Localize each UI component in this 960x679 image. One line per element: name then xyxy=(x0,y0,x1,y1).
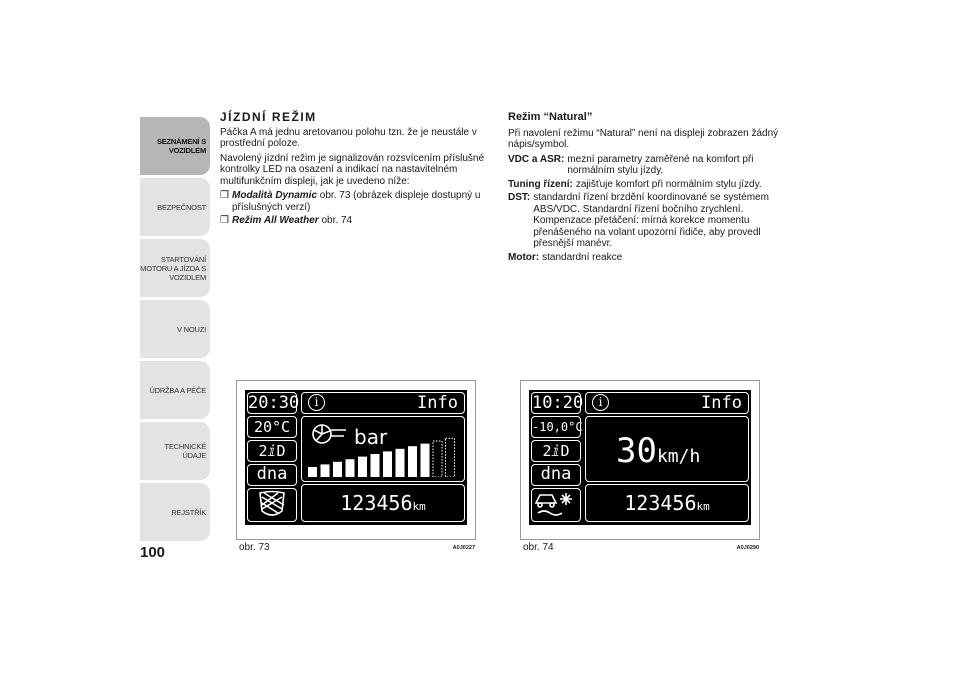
info-header xyxy=(301,392,465,414)
dna-label: dna xyxy=(247,464,297,486)
info-icon: i xyxy=(308,394,325,411)
info-label: Info xyxy=(417,393,458,413)
mode-name: Modalità Dynamic xyxy=(232,190,318,201)
sidebar-item-v-nouzi[interactable]: V NOUZI xyxy=(140,300,210,358)
headlight-indicator: 2ⅈD xyxy=(247,440,297,462)
clock-display: 10:20 xyxy=(532,393,584,413)
left-column xyxy=(220,112,490,229)
boost-bar xyxy=(333,462,342,477)
definition-text: zajišťuje komfort při normálním stylu jízdy. xyxy=(575,178,762,190)
odometer-value: 123456 xyxy=(340,491,413,515)
boost-bar xyxy=(383,451,392,477)
figure-73 xyxy=(236,380,476,553)
chapter-sidebar xyxy=(140,117,210,545)
temperature-display: -10,0°C xyxy=(531,416,581,438)
list-item xyxy=(220,215,490,227)
boost-bar xyxy=(396,449,405,477)
odometer-value: 123456 xyxy=(624,491,697,515)
sidebar-item-udrzba[interactable]: ÚDRŽBA A PÉČE xyxy=(140,361,210,419)
bar-unit-label: bar xyxy=(354,425,388,449)
sidebar-item-startovani[interactable]: STARTOVÁNÍ MOTORU A JÍZDA S VOZIDLEM xyxy=(140,239,210,297)
temperature-display: 20°C xyxy=(247,416,297,438)
right-column xyxy=(508,112,788,265)
speed-unit: km/h xyxy=(656,446,701,467)
speed-readout xyxy=(616,431,700,471)
odometer-unit: km xyxy=(696,500,710,513)
boost-bar xyxy=(408,446,417,477)
odometer-unit: km xyxy=(412,500,426,513)
boost-bar xyxy=(346,459,355,477)
figure-caption: obr. 74 xyxy=(523,542,554,553)
boost-bar xyxy=(421,444,430,477)
all-weather-mode-icon xyxy=(531,488,581,522)
mode-name: Režim All Weather xyxy=(232,215,319,226)
paragraph: Páčka A má jednu aretovanou polohu tzn. že je neustále v prostřední poloze. xyxy=(220,126,477,149)
info-header xyxy=(585,392,749,414)
list-item xyxy=(220,190,490,213)
figure-74 xyxy=(520,380,760,553)
definition-item xyxy=(508,179,788,191)
boost-bar xyxy=(321,464,330,477)
boost-bar xyxy=(308,467,317,477)
definition-text: standardní řízení brzdění koordinované se systémem ABS/VDC. Standardní řízení bočního zrychlení. Kompenzace přetáčení: mírná korekce momentu přenášeného na volant upozorní řidiče, aby provedl přesnější manévr. xyxy=(533,192,769,249)
speed-value: 30 xyxy=(616,431,657,471)
clock-display: 20:30 xyxy=(248,393,300,413)
boost-bar xyxy=(433,441,442,477)
definition-item xyxy=(508,252,788,264)
odometer xyxy=(585,484,749,522)
mode-ref: obr. 73 (obrázek displeje dostupný u příslušných verzí) xyxy=(232,190,481,213)
speed-panel xyxy=(585,416,749,482)
dna-label: dna xyxy=(531,464,581,486)
headlight-indicator: 2ⅈD xyxy=(531,440,581,462)
checkbox-bullet-icon: ❒ xyxy=(220,190,229,201)
sidebar-item-technicke-udaje[interactable]: TECHNICKÉ ÚDAJE xyxy=(140,422,210,480)
odometer xyxy=(301,484,465,522)
boost-bar-graph xyxy=(308,437,460,477)
sidebar-item-rejstrik[interactable]: REJSTŘÍK xyxy=(140,483,210,541)
dynamic-mode-icon xyxy=(247,488,297,522)
figure-caption: obr. 73 xyxy=(239,542,270,553)
definition-term: Tuning řízení: xyxy=(508,178,573,190)
definition-item xyxy=(508,192,788,250)
boost-bar xyxy=(446,438,455,477)
subsection-title: Režim “Natural” xyxy=(508,111,593,123)
figure-code: A0J0290 xyxy=(736,545,759,551)
checkbox-bullet-icon: ❒ xyxy=(220,215,229,226)
boost-bar xyxy=(358,457,367,477)
turbo-boost-panel xyxy=(301,416,465,482)
definition-text: mezní parametry zaměřené na komfort při normálním stylu jízdy. xyxy=(567,153,754,176)
sidebar-item-bezpecnost[interactable]: BEZPEČNOST xyxy=(140,178,210,236)
boost-bar xyxy=(371,454,380,477)
definition-item xyxy=(508,154,788,177)
display-screen xyxy=(245,390,467,525)
page-number: 100 xyxy=(140,544,166,561)
paragraph: Při navolení režimu “Natural” není na displeji zobrazen žádný nápis/symbol. xyxy=(508,127,779,150)
definition-term: DST: xyxy=(508,192,531,203)
info-icon: i xyxy=(592,394,609,411)
paragraph: Navolený jízdní režim je signalizován rozsvícením příslušné kontrolky LED na osazení a indikací na nastavitelném multifunkčním displeji, jak je uvedeno níže: xyxy=(220,152,484,187)
figure-code: A0J0227 xyxy=(452,545,475,551)
section-title: JÍZDNÍ REŽIM xyxy=(220,110,317,124)
mode-ref: obr. 74 xyxy=(318,215,353,226)
display-screen xyxy=(529,390,751,525)
info-label: Info xyxy=(701,393,742,413)
definition-text: standardní reakce xyxy=(542,251,623,263)
definition-term: Motor: xyxy=(508,251,540,263)
sidebar-item-seznameni[interactable]: SEZNÁMENÍ S VOZIDLEM xyxy=(140,117,210,175)
definition-term: VDC a ASR: xyxy=(508,153,565,165)
